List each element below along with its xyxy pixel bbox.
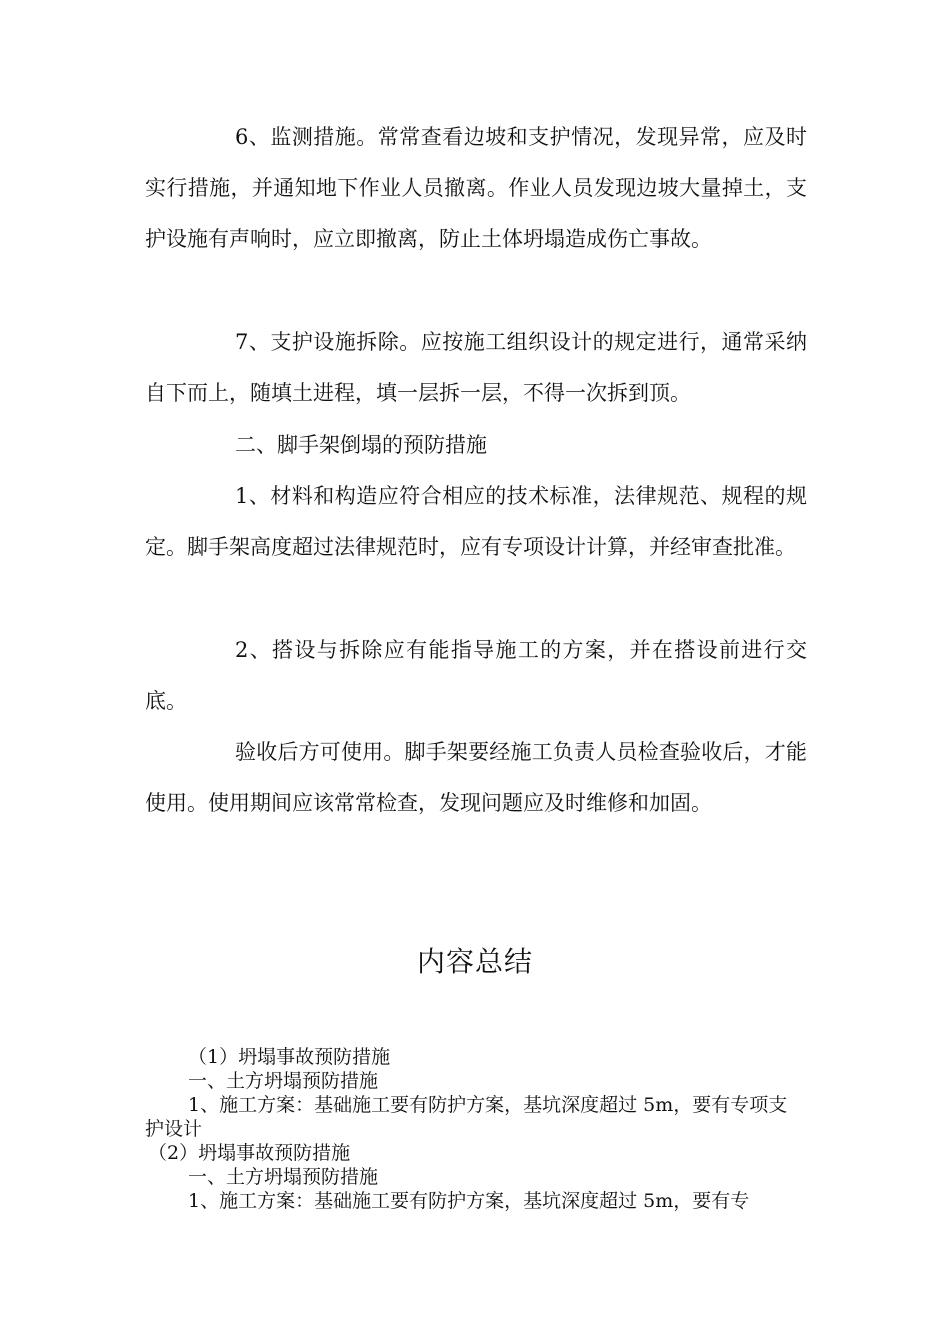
summary-title: 内容总结 — [416, 945, 533, 978]
paragraph-monitoring-measures: 6、监测措施。常常查看边坡和支护情况，发现异常，应及时实行措施，并通知地下作业人员撤离。作业人员发现边坡大量掉土，支护设施有声响时，应立即撤离，防止土体坍塌造成伤亡事故。 — [145, 125, 807, 251]
summary-line-2: 一、土方坍塌预防措施 — [188, 1070, 379, 1092]
summary-line-4: （2）坍塌事故预防措施 — [148, 1142, 351, 1164]
summary-line-5: 一、土方坍塌预防措施 — [188, 1166, 379, 1188]
paragraph-materials-standards: 1、材料和构造应符合相应的技术标准，法律规范、规程的规定。脚手架高度超过法律规范时，应有专项设计计算，并经审查批准。 — [145, 484, 807, 559]
summary-line-3: 1、施工方案：基础施工要有防护方案，基坑深度超过 5m，要有专项支护设计 — [145, 1094, 788, 1140]
paragraph-support-removal: 7、支护设施拆除。应按施工组织设计的规定进行，通常采纳自下而上，随填土进程，填一层拆一层，不得一次拆到顶。 — [145, 330, 807, 405]
paragraph-erection-plan: 2、搭设与拆除应有能指导施工的方案，并在搭设前进行交底。 — [145, 638, 807, 713]
summary-line-6: 1、施工方案：基础施工要有防护方案，基坑深度超过 5m，要有专 — [188, 1190, 750, 1212]
section-heading-scaffold-collapse: 二、脚手架倒塌的预防措施 — [235, 433, 487, 457]
summary-line-1: （1）坍塌事故预防措施 — [188, 1046, 391, 1068]
paragraph-acceptance-inspection: 验收后方可使用。脚手架要经施工负责人员检查验收后，才能使用。使用期间应该常常检查，发现问题应及时维修和加固。 — [145, 740, 807, 815]
